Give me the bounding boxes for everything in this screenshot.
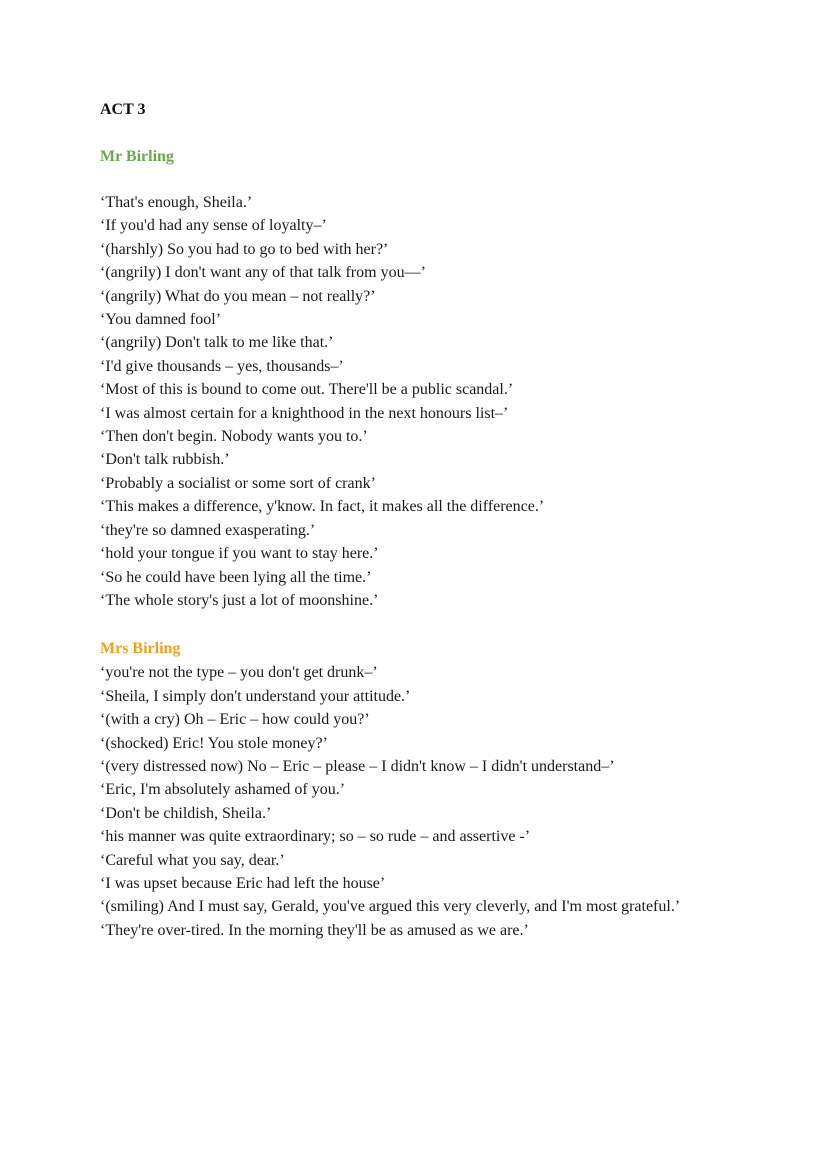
speaker-heading-mrs-birling: Mrs Birling <box>100 640 181 658</box>
quote-line: ‘I was upset because Eric had left the house’ <box>100 874 386 892</box>
quote-line: ‘Don't talk rubbish.’ <box>100 451 230 469</box>
quote-line: ‘This makes a difference, y'know. In fact, it makes all the difference.’ <box>100 498 545 516</box>
act-title: ACT 3 <box>100 101 146 118</box>
quote-line: ‘Careful what you say, dear.’ <box>100 851 285 869</box>
quote-line: ‘Probably a socialist or some sort of crank’ <box>100 474 376 492</box>
quote-line: ‘I'd give thousands – yes, thousands–’ <box>100 357 344 375</box>
quote-line: ‘Most of this is bound to come out. There'll be a public scandal.’ <box>100 381 514 399</box>
quote-line: ‘his manner was quite extraordinary; so – so rude – and assertive -’ <box>100 828 531 846</box>
quote-line: ‘So he could have been lying all the time.’ <box>100 568 372 586</box>
quote-line: ‘Then don't begin. Nobody wants you to.’ <box>100 428 368 446</box>
quote-line: ‘you're not the type – you don't get drunk–’ <box>100 664 378 682</box>
quote-line: ‘(angrily) Don't talk to me like that.’ <box>100 334 334 352</box>
quote-list-mrs-birling <box>100 661 790 942</box>
quote-line: ‘I was almost certain for a knighthood in the next honours list–’ <box>100 404 509 422</box>
quote-line: ‘That's enough, Sheila.’ <box>100 194 253 211</box>
quote-line: ‘(harshly) So you had to go to bed with her?’ <box>100 240 389 258</box>
quote-line: ‘They're over-tired. In the morning they'll be as amused as we are.’ <box>100 921 529 939</box>
quote-line: ‘(angrily) I don't want any of that talk from you––’ <box>100 264 426 282</box>
quote-list-mr-birling <box>100 191 790 612</box>
quote-line: ‘Eric, I'm absolutely ashamed of you.’ <box>100 781 346 799</box>
quote-line: ‘(smiling) And I must say, Gerald, you've argued this very cleverly, and I'm most grateful.’ <box>100 898 681 916</box>
quote-line: ‘they're so damned exasperating.’ <box>100 521 316 539</box>
quote-line: ‘Don't be childish, Sheila.’ <box>100 804 272 822</box>
quote-line: ‘(shocked) Eric! You stole money?’ <box>100 734 328 752</box>
quote-line: ‘If you'd had any sense of loyalty–’ <box>100 217 327 235</box>
speaker-heading-mr-birling: Mr Birling <box>100 148 174 165</box>
quote-line: ‘(angrily) What do you mean – not really?’ <box>100 287 376 305</box>
quote-line: ‘(with a cry) Oh – Eric – how could you?’ <box>100 711 370 729</box>
quote-line: ‘You damned fool’ <box>100 311 222 329</box>
quote-line: ‘(very distressed now) No – Eric – please – I didn't know – I didn't understand–’ <box>100 757 615 775</box>
document-page <box>100 98 790 942</box>
quote-line: ‘hold your tongue if you want to stay here.’ <box>100 545 379 563</box>
quote-line: ‘Sheila, I simply don't understand your attitude.’ <box>100 687 411 705</box>
quote-line: ‘The whole story's just a lot of moonshine.’ <box>100 591 379 609</box>
